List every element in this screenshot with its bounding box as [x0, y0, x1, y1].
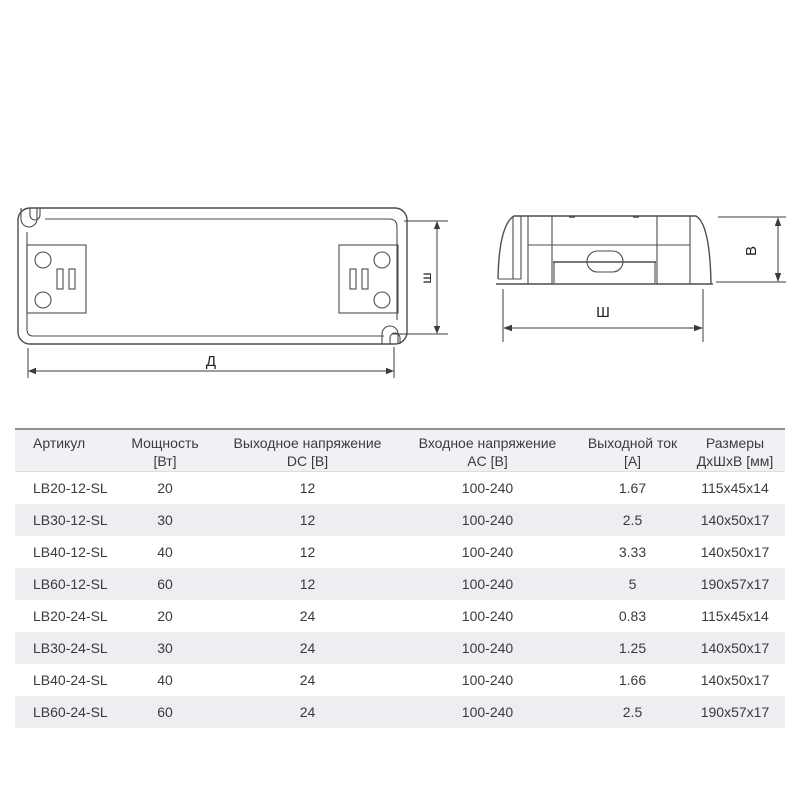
cable-slot [362, 269, 368, 289]
table-cell: 60 [157, 575, 173, 592]
table-row [15, 632, 785, 664]
table-cell: 100-240 [461, 639, 514, 656]
table-row [15, 664, 785, 696]
column-header-article [15, 429, 110, 472]
table-cell: 24 [299, 703, 316, 720]
inner-wall-top [45, 219, 397, 320]
table-cell: 20 [157, 607, 173, 624]
column-header-power [110, 429, 220, 472]
table-cell: LB30-24-SL [33, 639, 108, 656]
profile-outline [498, 216, 711, 284]
table-cell: 100-240 [461, 607, 514, 624]
header-line: Артикул [33, 435, 86, 451]
notch-top-left-step [30, 208, 40, 220]
header-line: DC [В] [286, 453, 329, 469]
cable-slot [350, 269, 356, 289]
table-cell: LB20-24-SL [33, 607, 108, 624]
header-line: Мощность [131, 435, 199, 451]
table-cell: 100-240 [461, 511, 514, 528]
table-cell: 1.25 [618, 639, 647, 656]
table-cell: 24 [299, 671, 316, 688]
table-row [15, 536, 785, 568]
screw-hole [35, 292, 51, 308]
table-cell: 100-240 [461, 703, 514, 720]
dimension-height [716, 217, 786, 282]
header-line: [Вт] [153, 453, 177, 469]
table-cell: 40 [157, 543, 173, 560]
header-line: [А] [623, 453, 642, 469]
cable-slot [69, 269, 75, 289]
table-cell: 140x50x17 [700, 511, 770, 528]
table-cell: LB60-24-SL [33, 703, 108, 720]
table-cell: 60 [157, 703, 173, 720]
table-cell: 1.66 [618, 671, 647, 688]
table-cell: LB40-24-SL [33, 671, 108, 688]
table-cell: LB60-12-SL [33, 575, 108, 592]
table-cell: 100-240 [461, 479, 514, 496]
case-outline [18, 208, 407, 344]
header-line: Входное напряжение [418, 435, 557, 451]
notch-top-left [21, 208, 37, 227]
table-cell: 12 [299, 575, 316, 592]
table-cell: 2.5 [622, 511, 643, 528]
dimension-label-height: В [743, 245, 760, 257]
column-header-dimensions [685, 429, 785, 472]
table-cell: 100-240 [461, 575, 514, 592]
column-header-input-voltage [395, 429, 580, 472]
dimension-label-width-small: ш [418, 272, 434, 284]
table-cell: 190x57x17 [700, 575, 770, 592]
top-view-drawing [18, 208, 448, 378]
header-row [15, 429, 785, 472]
table-cell: 115x45x14 [701, 479, 769, 496]
table-cell: 40 [157, 671, 173, 688]
dimension-label-length: Д [205, 353, 217, 370]
header-line: AC [В] [467, 453, 508, 469]
table-cell: 140x50x17 [700, 543, 770, 560]
cable-slot [57, 269, 63, 289]
table-row [15, 472, 785, 504]
table-cell: 12 [299, 479, 316, 496]
table-cell: 100-240 [461, 543, 514, 560]
table-cell: 5 [628, 575, 637, 592]
table-cell: 100-240 [461, 671, 514, 688]
header-line: Выходное напряжение [233, 435, 382, 451]
dimension-width [503, 289, 703, 342]
screw-hole [35, 252, 51, 268]
screw-hole [374, 292, 390, 308]
table-cell: 3.33 [618, 543, 647, 560]
dimension-label-width: Ш [596, 304, 610, 321]
table-cell: LB20-12-SL [33, 479, 108, 496]
table-cell: 12 [299, 543, 316, 560]
header-line: ДхШхВ [мм] [696, 453, 774, 469]
table-row [15, 696, 785, 728]
dimension-width-small [392, 221, 448, 334]
table-row [15, 504, 785, 536]
header-line: Выходной ток [587, 435, 678, 451]
table-cell: 12 [299, 511, 316, 528]
table-cell: 30 [157, 639, 173, 656]
table-cell: 30 [157, 511, 173, 528]
table-cell: 115x45x14 [701, 607, 769, 624]
table-cell: 24 [299, 639, 316, 656]
table-row [15, 600, 785, 632]
table-cell: LB30-12-SL [33, 511, 108, 528]
terminal-plate-left [27, 245, 86, 313]
terminal-plate-right [339, 245, 398, 313]
dimension-length [28, 347, 394, 378]
side-view-drawing [496, 216, 786, 342]
table-cell: 0.83 [618, 607, 647, 624]
inner-wall-bottom [27, 232, 384, 336]
table-cell: 190x57x17 [700, 703, 770, 720]
table-row [15, 568, 785, 600]
spec-table [15, 428, 785, 728]
table-cell: LB40-12-SL [33, 543, 108, 560]
header-line: Размеры [705, 435, 765, 451]
table-cell: 2.5 [622, 703, 643, 720]
table-cell: 1.67 [618, 479, 647, 496]
column-header-output-current [580, 429, 685, 472]
table-cell: 24 [299, 607, 316, 624]
technical-drawing [0, 190, 800, 390]
column-header-output-voltage [220, 429, 395, 472]
table-cell: 140x50x17 [700, 639, 770, 656]
table-cell: 140x50x17 [700, 671, 770, 688]
screw-hole [374, 252, 390, 268]
table-cell: 20 [157, 479, 173, 496]
